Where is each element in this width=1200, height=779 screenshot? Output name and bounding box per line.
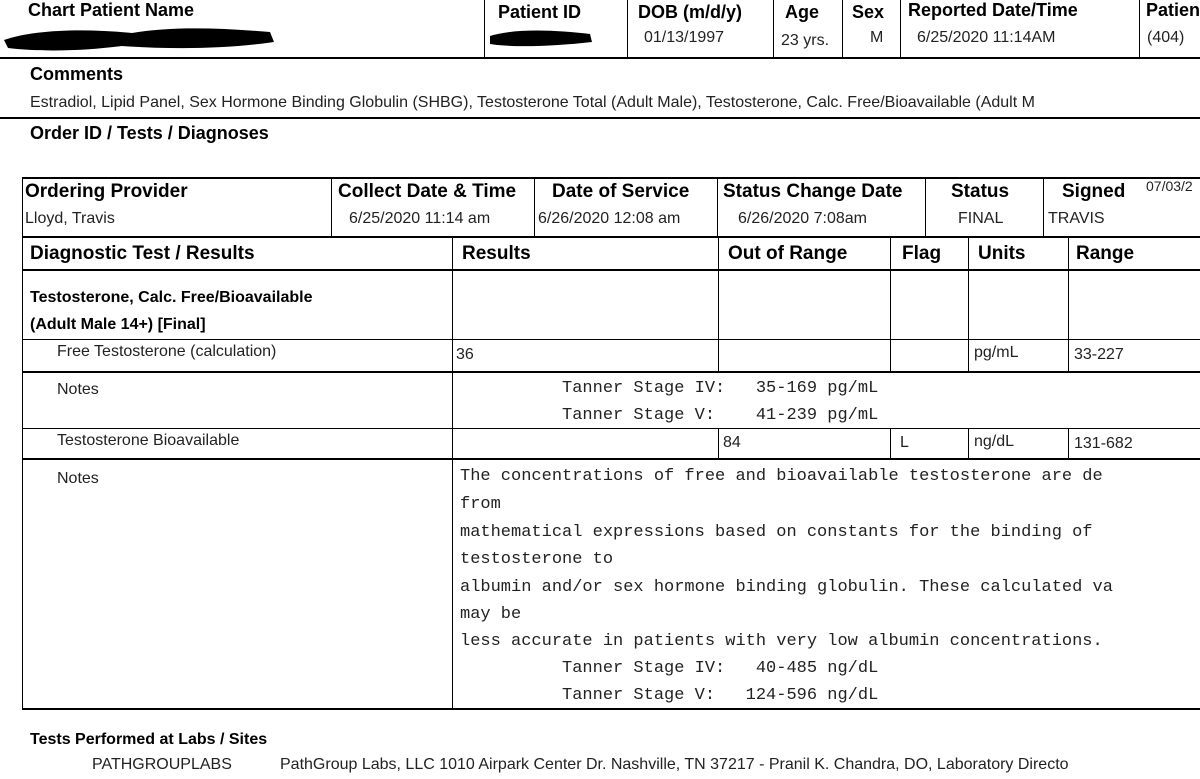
results-results-header: Results	[462, 243, 531, 264]
notes-2-line-7: less accurate in patients with very low albumin concentrations.	[460, 632, 1103, 651]
divider	[718, 237, 719, 372]
divider	[773, 0, 774, 58]
divider	[1043, 177, 1044, 237]
order-section-title: Order ID / Tests / Diagnoses	[30, 123, 269, 143]
result-row-2-out-of-range: 84	[723, 434, 741, 451]
notes-2-line-3: mathematical expressions based on constants for the binding of	[460, 523, 1093, 542]
divider	[331, 177, 332, 237]
order-status-change-value: 6/26/2020 7:08am	[738, 210, 867, 227]
header-dob-value: 01/13/1997	[644, 29, 725, 46]
rule	[22, 371, 1200, 373]
header-phone-value: (404)	[1147, 29, 1185, 46]
divider	[1068, 429, 1069, 459]
header-name-label: Chart Patient Name	[28, 0, 195, 20]
result-row-2-range: 131-682	[1074, 435, 1133, 452]
divider	[22, 237, 23, 709]
results-flag-header: Flag	[902, 243, 942, 264]
divider	[22, 177, 23, 237]
order-service-label: Date of Service	[552, 181, 690, 202]
divider	[484, 0, 485, 58]
result-row-1-name: Free Testosterone (calculation)	[57, 343, 277, 360]
order-status-value: FINAL	[958, 210, 1004, 227]
result-row-2-units: ng/dL	[974, 433, 1015, 450]
redacted-patient-name	[2, 24, 277, 52]
divider	[717, 177, 718, 237]
divider	[842, 0, 843, 58]
notes-1-line-2: Tanner Stage V: 41-239 pg/mL	[460, 406, 879, 425]
comments-text: Estradiol, Lipid Panel, Sex Hormone Binding Globulin (SHBG), Testosterone Total (Adult Male), Testosterone, Calc. Free/Bioavailable (Adult M	[30, 94, 1035, 111]
divider	[452, 373, 453, 429]
notes-2-line-6: may be	[460, 605, 522, 624]
order-status-change-label: Status Change Date	[723, 181, 903, 202]
result-row-1-value: 36	[456, 346, 474, 363]
panel-title-line1: Testosterone, Calc. Free/Bioavailable	[30, 289, 313, 306]
notes-label-1: Notes	[57, 381, 99, 398]
rule	[22, 458, 1200, 460]
panel-title-line2: (Adult Male 14+) [Final]	[30, 316, 206, 333]
comments-title: Comments	[30, 64, 124, 84]
order-status-label: Status	[951, 181, 1010, 202]
header-age-value: 23 yrs.	[781, 32, 830, 49]
labs-code: PATHGROUPLABS	[92, 756, 232, 773]
rule	[22, 708, 1200, 710]
header-sex-label: Sex	[852, 2, 885, 22]
divider	[968, 237, 969, 372]
rule	[22, 236, 1200, 238]
labs-title: Tests Performed at Labs / Sites	[30, 731, 268, 748]
notes-label-2: Notes	[57, 470, 99, 487]
notes-2-line-5: albumin and/or sex hormone binding globulin. These calculated va	[460, 578, 1113, 597]
order-signed-value: TRAVIS	[1048, 210, 1105, 227]
order-collect-value: 6/25/2020 11:14 am	[349, 210, 491, 227]
header-phone-label: Patien	[1146, 0, 1200, 20]
header-dob-label: DOB (m/d/y)	[638, 2, 743, 22]
divider	[925, 177, 926, 237]
divider	[968, 429, 969, 459]
order-signed-date: 07/03/2	[1146, 178, 1193, 194]
results-oor-header: Out of Range	[728, 243, 848, 264]
result-row-2-flag: L	[900, 434, 909, 451]
rule	[22, 177, 1200, 179]
notes-2-line-4: testosterone to	[460, 550, 614, 569]
results-test-header: Diagnostic Test / Results	[30, 243, 255, 264]
divider	[452, 460, 453, 709]
header-reported-label: Reported Date/Time	[908, 0, 1078, 20]
rule	[0, 57, 1200, 59]
rule	[22, 269, 1200, 271]
results-units-header: Units	[978, 243, 1026, 264]
divider	[1139, 0, 1140, 58]
redacted-patient-id	[486, 26, 596, 50]
notes-2-line-1: The concentrations of free and bioavailable testosterone are de	[460, 467, 1103, 486]
result-row-1-units: pg/mL	[974, 344, 1019, 361]
divider	[452, 429, 453, 459]
notes-2-line-2: from	[460, 495, 501, 514]
divider	[890, 429, 891, 459]
order-collect-label: Collect Date & Time	[338, 181, 517, 202]
header-id-label: Patient ID	[498, 2, 582, 22]
labs-address: PathGroup Labs, LLC 1010 Airpark Center Dr. Nashville, TN 37217 - Pranil K. Chandra, DO, Laboratory Directo	[280, 756, 1069, 773]
results-range-header: Range	[1076, 243, 1135, 264]
header-reported-value: 6/25/2020 11:14AM	[917, 29, 1056, 46]
rule	[22, 339, 1200, 340]
header-age-label: Age	[785, 2, 820, 22]
result-row-1-range: 33-227	[1074, 346, 1124, 363]
order-provider-value: Lloyd, Travis	[25, 210, 115, 227]
notes-2-line-9: Tanner Stage V: 124-596 ng/dL	[460, 686, 879, 705]
divider	[900, 0, 901, 58]
divider	[718, 429, 719, 459]
divider	[534, 177, 535, 237]
divider	[452, 237, 453, 372]
notes-2-line-8: Tanner Stage IV: 40-485 ng/dL	[460, 659, 879, 678]
notes-1-line-1: Tanner Stage IV: 35-169 pg/mL	[460, 379, 879, 398]
divider	[1068, 237, 1069, 372]
rule	[22, 428, 1200, 429]
divider	[627, 0, 628, 58]
order-signed-label: Signed	[1062, 181, 1126, 202]
divider	[890, 237, 891, 372]
order-service-value: 6/26/2020 12:08 am	[538, 210, 681, 227]
header-sex-value: M	[870, 29, 884, 46]
order-provider-label: Ordering Provider	[25, 181, 188, 202]
rule	[0, 117, 1200, 119]
result-row-2-name: Testosterone Bioavailable	[57, 432, 240, 449]
